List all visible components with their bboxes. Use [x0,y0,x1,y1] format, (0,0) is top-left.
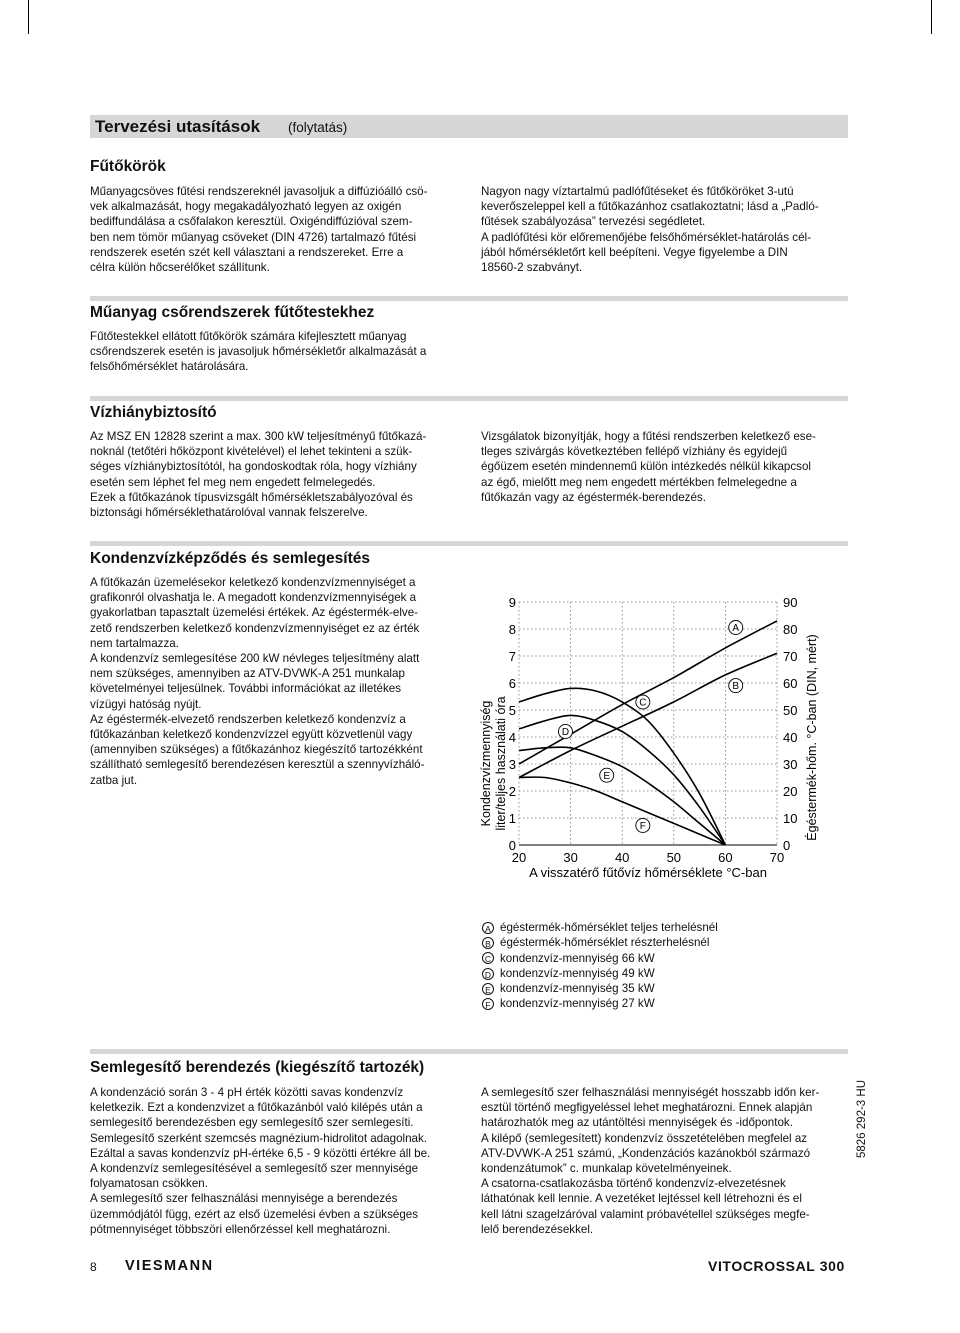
legend-label-b: égéstermék-hőmérséklet részterhelésnél [500,936,710,950]
series-badge-label-a: A [732,623,740,635]
text-futokorok-left: Műanyagcsöves fűtési rendszereknél javasoljuk a diffúzióálló csö- vek alkalmazását, hogy megakadályozható legyen az oxigén bediffundálása a csőfalakon keresztül. Oxigéndiffúzióval szem- ben nem tömör műanyag csöveket (DIN 4726) tartalmazó fűtési rendszerek esetén szét kell választani a rendszereket. Erre a célra külön hőcserélőket szállítunk. [90,185,428,275]
text-futokorok-right: Nagyon nagy víztartalmú padlófűtéseket és fűtőköröket 3-utú keverőszeleppel kell a fűtőkazánhoz csatlakoztatni; lásd a „Padló- fűtések szabályozása” tervezési segédletet. A padlófűtési kör előremenőjébe felsőhőmérséklet-határolás cél- jából hőmérsékletőrt kell beépíteni. Vegye figyelembe a DIN 18560-2 szabványt. [481,185,819,275]
y-tick-label-right: 20 [783,784,798,799]
page-title-bar [90,115,848,138]
legend-item-b [482,935,718,950]
legend-label-e: kondenzvíz-mennyiség 35 kW [500,982,655,996]
y-tick-label-right: 40 [783,730,798,745]
y-tick-label-right: 30 [783,757,798,772]
y-tick-label-right: 90 [783,595,798,610]
heading-futokorok: Fűtőkörök [90,158,166,175]
page-title: Tervezési utasítások [95,117,261,136]
brand-logo: VIESMANN [125,1258,214,1274]
legend-item-c [482,951,718,966]
page-number: 8 [90,1260,97,1274]
section-divider [90,396,848,401]
legend-badge-e: E [482,983,494,995]
y-tick-label-left: 1 [508,811,516,826]
y-tick-label-left: 3 [508,757,516,772]
text-semlegesito-left: A kondenzáció során 3 - 4 pH érték közötti savas kondenzvíz keletkezik. Ezt a kondenzvizet a fűtőkazánból való kilépés után a semlegesítő berendezésben egy semlegesítő szer semlegesíti. Semlegesítő szerként szemcsés magnézium-hidrolitot adagolnak. Ezáltal a savas kondenzvíz pH-értéke 6,5 - 9 közötti értékre áll be. A kondenzvíz semlegesítésével a semlegesítő szer mennyisége folyamatosan csökken. A semlegesítő szer felhasználási mennyisége a berendezés üzemmódjától függ, ezért az első üzemelési évben a szükséges pótmennyiséget többszöri ellenőrzéssel kell meghatározni. [90,1086,431,1236]
page-subtitle: (folytatás) [288,120,348,135]
heading-kondenz: Kondenzvízképződés és semlegesítés [90,550,370,567]
legend-item-f [482,996,718,1011]
y-axis-left-label-line2: liter/teljes használati óra [494,696,508,831]
y-tick-label-right: 70 [783,649,798,664]
text-vizhiany-left: Az MSZ EN 12828 szerint a max. 300 kW teljesítményű fűtőkazá- noknál (tetőtéri hőközpont kivételével) el lehet tekinteni a szük- séges vízhiánybiztosítótól, ha gondoskodtak róla, hogy vízhiány esetén sem léphet fel meg nem engedett felmelegedés. Ezek a fűtőkazánok típusvizsgált hőmérsékletszabályozóval és biztonsági hőmérséklethatárolóval vannak felszerelve. [90,430,427,520]
y-tick-label-left: 5 [508,703,516,718]
heading-vizhiany: Vízhiánybiztosító [90,404,217,421]
y-tick-label-right: 60 [783,676,798,691]
legend-badge-b: B [482,937,494,949]
series-badge-label-c: C [639,697,647,709]
x-tick-label: 20 [511,850,527,865]
chart-grid [519,602,777,845]
x-tick-label: 70 [769,850,785,865]
y-tick-label-right: 0 [783,838,791,853]
crop-mark-right [931,0,932,34]
chart-series [519,621,777,846]
series-badge-label-d: D [561,727,570,739]
legend-badge-d: D [482,968,494,980]
legend-badge-f: F [482,998,494,1010]
heading-semlegesito: Semlegesítő berendezés (kiegészítő tartozék) [90,1059,425,1076]
y-axis-right-label: Égéstermék-hőm. °C-ban (DIN, mért) [805,634,819,841]
section-divider [90,296,848,301]
legend-label-f: kondenzvíz-mennyiség 27 kW [500,997,655,1011]
legend-item-e [482,981,718,996]
y-tick-label-left: 4 [508,730,516,745]
heading-muanyag: Műanyag csőrendszerek fűtőtestekhez [90,304,375,321]
y-tick-label-left: 7 [508,649,516,664]
x-tick-label: 60 [718,850,733,865]
text-semlegesito-right: A semlegesítő szer felhasználási mennyiségét hosszabb időn ker- esztül történő megfigyeléssel lehet meghatározni. Ennek alapján határozhatók meg az utántöltési mennyiségek és -időpontok. A kilépő (semlegesített) kondenzvíz összetételében megfelel az ATV-DVWK-A 251 számú, „Kondenzációs kazánokból származó kondenzátumok” c. munkalap követelményeinek. A csatorna-csatlakozásba történő kondenzvíz-elvezetésnek láthatónak kell lennie. A vezetéket lejtéssel kell létrehozni és el kell látni szagelzáróval valamint próbavétellel szükséges megfe- lelő berendezésekkel. [481,1086,820,1236]
y-axis-left-label-line1: Kondenzvízmennyiség [479,700,493,827]
crop-mark-left [28,0,29,34]
series-badge-label-b: B [732,681,740,693]
chart-legend [482,920,718,1012]
chart-ticks [509,595,798,865]
y-tick-label-right: 10 [783,811,798,826]
y-tick-label-left: 2 [508,784,516,799]
series-badge-label-e: E [603,770,611,782]
product-name: VITOCROSSAL 300 [708,1258,845,1274]
y-tick-label-left: 6 [508,676,516,691]
series-line-b [519,653,777,777]
section-divider [90,1049,848,1054]
x-tick-label: 30 [563,850,578,865]
text-kondenz: A fűtőkazán üzemelésekor keletkező kondenzvízmennyiséget a grafikonról olvashatja le. A megadott kondenzvízmennyiségek a gyakorlatban tapasztalt üzemelési értékek. Az égéstermék-elve- zető rendszerben keletkező kondenzvízmennyiséget ez az érték nem tartalmazza. A kondenzvíz semlegesítése 200 kW névleges teljesítmény alatt nem szükséges, amennyiben az ATV-DVWK-A 251 munkalap követelményei teljesülnek. További információkat az illetékes vízügyi hatóság nyújt. Az égéstermék-elvezető rendszerben keletkező kondenzvíz a fűtőkazánban keletkező kondenzvízzel együtt közvetlenül vagy (amennyiben szükséges) a fűtőkazánhoz kiegészítő tartozékként szállítható semlegesítő berendezésen keresztül a szennyvízháló- zatba jut. [90,576,425,787]
y-tick-label-left: 9 [508,595,516,610]
x-axis-label: A visszatérő fűtővíz hőmérséklete °C-ban [529,865,767,880]
section-divider [90,541,848,546]
y-tick-label-left: 0 [508,838,516,853]
legend-badge-a: A [482,922,494,934]
legend-label-a: égéstermék-hőmérséklet teljes terhelésnél [500,921,718,934]
y-tick-label-left: 8 [508,622,516,637]
legend-label-d: kondenzvíz-mennyiség 49 kW [500,966,655,980]
y-tick-label-right: 80 [783,622,798,637]
x-tick-label: 40 [614,850,630,865]
y-tick-label-right: 50 [783,703,798,718]
condensate-chart [470,585,840,890]
legend-item-d [482,966,718,981]
document-id: 5826 292-3 HU [856,1080,868,1158]
text-muanyag: Fűtőtestekkel ellátott fűtőkörök számára kifejlesztett műanyag csőrendszerek esetén is javasoljuk hőmérsékletőr alkalmazását a felsőhőmérséklet határolására. [90,330,427,374]
x-tick-label: 50 [666,850,682,865]
text-vizhiany-right: Vizsgálatok bizonyítják, hogy a fűtési rendszerben keletkező ese- tleges szivárgás következtében fellépő vízhiány és egyidejű égőüzem esetén mindennemű külön intézkedés nélkül kikapcsol az égő, mielőtt meg nem engedett mértékben felmelegedne a fűtőkazán vagy az égéstermék-berendezés. [481,430,816,504]
legend-label-c: kondenzvíz-mennyiség 66 kW [500,951,655,965]
legend-item-a [482,920,718,935]
legend-badge-c: C [482,952,494,964]
series-badge-label-f: F [639,821,646,833]
